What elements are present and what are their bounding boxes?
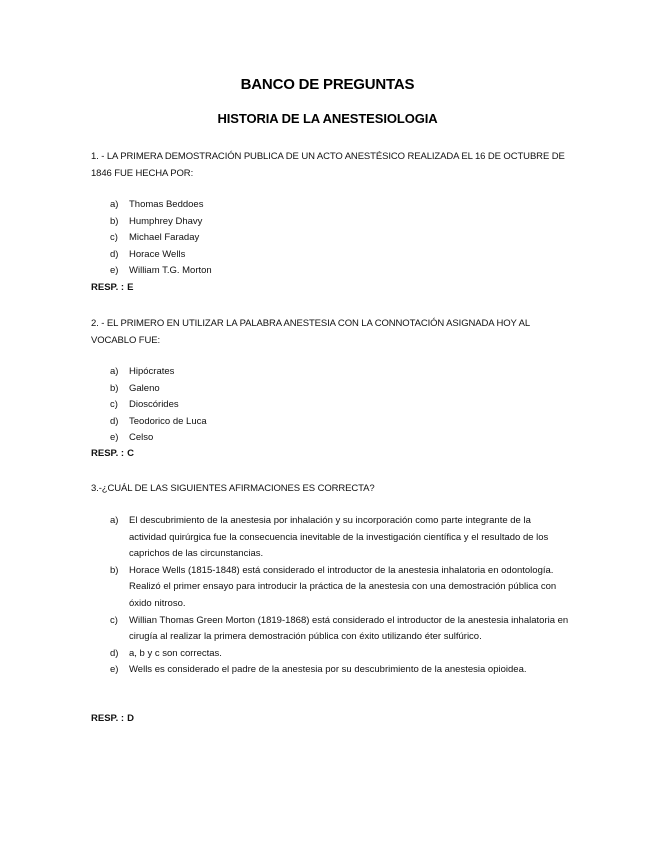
option-letter: d) [110,647,119,659]
option-letter: a) [110,199,119,210]
answer-label: RESP. : [91,282,125,293]
option-letter: e) [110,664,119,676]
option [110,513,570,563]
option-text: Galeno [129,382,160,394]
option-text: Thomas Beddoes [129,199,204,210]
option-letter: c) [110,614,118,626]
question-3-options [110,513,570,679]
option-letter: d) [110,248,119,260]
question-3-text: 3.-¿CUÁL DE LAS SIGUIENTES AFIRMACIONES ES CORRECTA? [91,483,375,494]
question-2-options [110,364,570,447]
option [110,563,570,613]
option-letter: c) [110,399,118,411]
option-letter: b) [110,215,119,227]
option [110,263,570,280]
option-text: El descubrimiento de la anestesia por inhalación y su incorporación como parte integrante de la actividad quirúrgica fue la consecuencia inevitable de la investigación científica y el resultado de los caprichos de las circunstancias. [129,515,549,560]
answer-value: D [127,713,134,724]
answer-value: C [127,448,134,459]
option-text: Horace Wells (1815-1848) está considerado el introductor de la anestesia inhalatoria en odontología. Realizó el primer ensayo para introducir la práctica de la anestesia con una demostración pública con óxido nitroso. [129,564,557,609]
option-text: Willian Thomas Green Morton (1819-1868) está considerado el introductor de la anestesia inhalatoria en cirugía al realizar la primera demostración pública con éxito utilizando éter sulfúrico. [129,614,569,643]
option-text: Horace Wells [129,248,186,260]
page-subtitle: HISTORIA DE LA ANESTESIOLOGIA [217,111,438,126]
answer-1 [91,281,133,295]
option-letter: a) [110,366,119,377]
option-text: Hipócrates [129,366,175,377]
option [110,230,570,247]
question-1-text: 1. - LA PRIMERA DEMOSTRACIÓN PUBLICA DE UN ACTO ANESTÉSICO REALIZADA EL 16 DE OCTUBRE DE 1846 FUE HECHA POR: [91,151,565,179]
question-1-options [110,197,570,280]
question-2-text: 2. - EL PRIMERO EN UTILIZAR LA PALABRA ANESTESIA CON LA CONNOTACIÓN ASIGNADA HOY AL VOCABLO FUE: [91,318,530,346]
option [110,662,570,679]
option-letter: e) [110,432,119,444]
option [110,613,570,646]
option-letter: b) [110,564,119,576]
option-letter: a) [110,515,119,526]
page-title: BANCO DE PREGUNTAS [240,76,415,93]
option-text: Teodorico de Luca [129,415,207,427]
answer-3 [91,712,134,726]
option [110,214,570,231]
option-text: Celso [129,432,154,444]
answer-value: E [127,282,134,293]
option [110,430,570,447]
option-text: Humphrey Dhavy [129,215,203,227]
option-text: Wells es considerado el padre de la anestesia por su descubrimiento de la anestesia opioidea. [129,664,527,676]
option-letter: c) [110,232,118,244]
answer-label: RESP. : [91,713,125,724]
answer-label: RESP. : [91,448,125,459]
option-text: a, b y c son correctas. [129,647,222,659]
option [110,364,570,381]
option [110,197,570,214]
option [110,646,570,663]
option [110,381,570,398]
option-letter: e) [110,265,119,277]
option-letter: b) [110,382,119,394]
option-text: Dioscórides [129,399,179,411]
answer-2 [91,447,134,461]
option-text: Michael Faraday [129,232,200,244]
option-letter: d) [110,415,119,427]
option [110,247,570,264]
option [110,414,570,431]
option-text: William T.G. Morton [129,265,212,277]
option [110,397,570,414]
